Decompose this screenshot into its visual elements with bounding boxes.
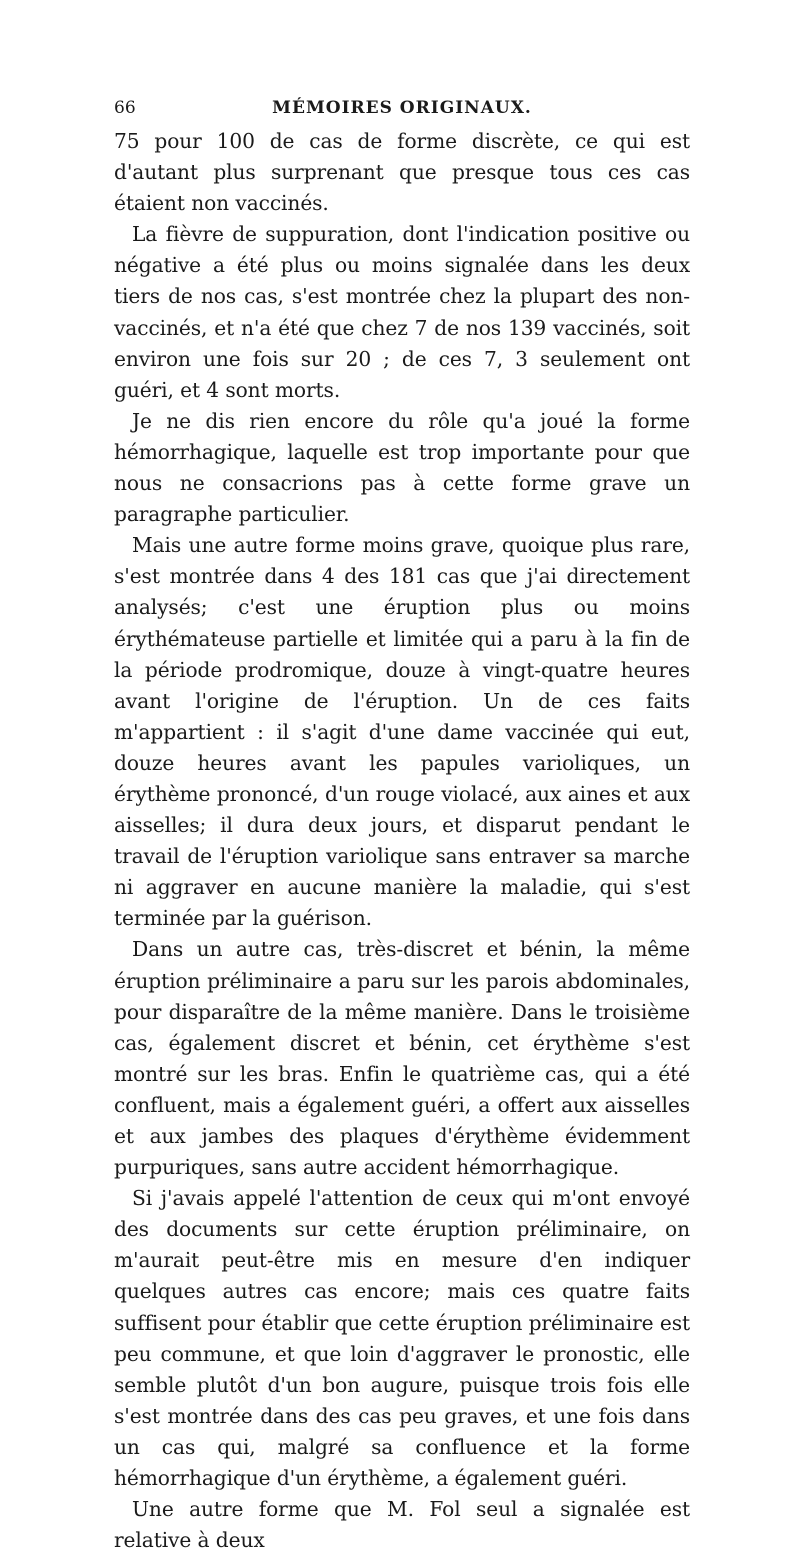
page-number: 66 — [114, 98, 136, 118]
running-title: MÉMOIRES ORIGINAUX. — [272, 98, 532, 118]
paragraph: Mais une autre forme moins grave, quoique plus rare, s'est montrée dans 4 des 181 cas que j'ai directement analysés; c'est une éruption plus ou moins érythémateuse partielle et limitée qui a paru à la fin de la période prodromique, douze à vingt-quatre heures avant l'origine de l'éruption. Un de ces faits m'appartient : il s'agit d'une dame vaccinée qui eut, douze heures avant les papules varioliques, un érythème prononcé, d'un rouge violacé, aux aines et aux aisselles; il dura deux jours, et disparut pendant le travail de l'éruption variolique sans entraver sa marche ni aggraver en aucune manière la maladie, qui s'est terminée par la guérison. — [114, 533, 690, 931]
paragraph: Si j'avais appelé l'attention de ceux qui m'ont envoyé des documents sur cette éruption préliminaire, on m'aurait peut-être mis en mesure d'en indiquer quelques autres cas encore; mais ces quatre faits suffisent pour établir que cette éruption préliminaire est peu commune, et que loin d'aggraver le pronostic, elle semble plutôt d'un bon augure, puisque trois fois elle s'est montrée dans des cas peu graves, et une fois dans un cas qui, malgré sa confluence et la forme hémorrhagique d'un érythème, a également guéri. — [114, 1186, 690, 1491]
paragraph: Une autre forme que M. Fol seul a signalée est relative à deux — [114, 1497, 690, 1553]
paragraph: Je ne dis rien encore du rôle qu'a joué la forme hémorrhagique, laquelle est trop importante pour que nous ne consacrions pas à cette forme grave un paragraphe particulier. — [114, 408, 690, 527]
document-page — [114, 96, 690, 1556]
page-header — [114, 96, 690, 126]
paragraph: Dans un autre cas, très-discret et bénin, la même éruption préliminaire a paru sur les parois abdominales, pour disparaître de la même manière. Dans le troisième cas, également discret et bénin, cet érythème s'est montré sur les bras. Enfin le quatrième cas, qui a été confluent, mais a également guéri, a offert aux aisselles et aux jambes des plaques d'érythème évidemment purpuriques, sans autre accident hémorrhagique. — [114, 937, 690, 1180]
paragraph: La fièvre de suppuration, dont l'indication positive ou négative a été plus ou moins signalée dans les deux tiers de nos cas, s'est montrée chez la plupart des non-vaccinés, et n'a été que chez 7 de nos 139 vaccinés, soit environ une fois sur 20 ; de ces 7, 3 seulement ont guéri, et 4 sont morts. — [114, 222, 690, 402]
paragraph: 75 pour 100 de cas de forme discrète, ce qui est d'autant plus surprenant que presque tous ces cas étaient non vaccinés. — [114, 129, 690, 216]
body-text — [114, 126, 690, 1556]
